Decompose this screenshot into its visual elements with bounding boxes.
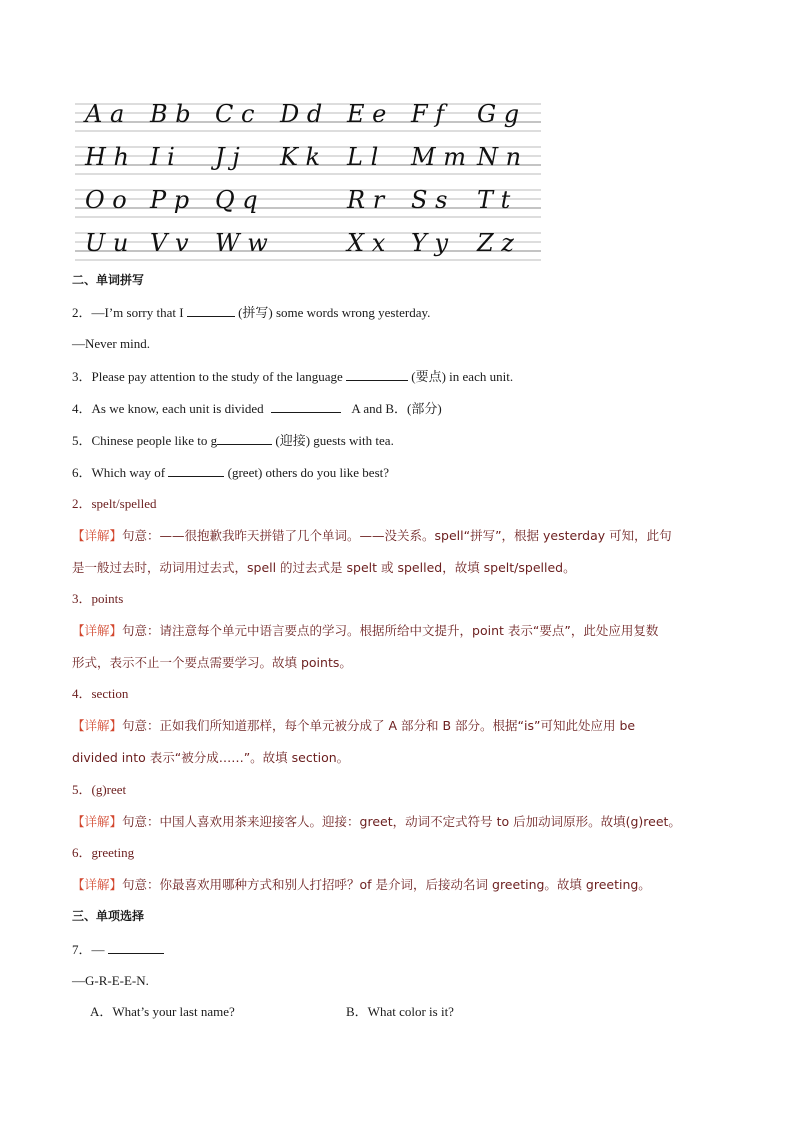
question-3-text-a: 3．Please pay attention to the study of the language bbox=[72, 369, 347, 384]
letter-pair: P p bbox=[150, 186, 190, 214]
letter-pair: F f bbox=[411, 100, 445, 128]
question-3-text-b: (要点) in each unit. bbox=[408, 369, 514, 384]
letter-pair: A a bbox=[85, 100, 125, 128]
answer-4-label: 4．section bbox=[72, 686, 129, 701]
letter-pair: W w bbox=[215, 229, 268, 257]
letter-pair: J j bbox=[215, 143, 240, 171]
answer-2-explanation-line-1 bbox=[72, 528, 672, 544]
explanation-tag: 【详解】 bbox=[72, 718, 123, 733]
option-b[interactable]: B．What color is it? bbox=[346, 1004, 454, 1019]
question-7 bbox=[72, 941, 164, 958]
answer-blank[interactable] bbox=[271, 400, 341, 413]
explanation-text: 句意：请注意每个单元中语言要点的学习。根据所给中文提升，point 表示“要点”，此处应用复数 bbox=[122, 623, 659, 638]
answer-3-explanation-line-2: 形式，表示不止一个要点需要学习。故填 points。 bbox=[72, 655, 352, 670]
option-a[interactable]: A．What’s your last name? bbox=[90, 1004, 235, 1019]
letter-pair: U u bbox=[85, 229, 129, 257]
answer-3-explanation-line-1 bbox=[72, 623, 658, 639]
letter-pair: V v bbox=[150, 229, 189, 257]
question-6 bbox=[72, 464, 389, 481]
answer-5-label: 5．(g)reet bbox=[72, 782, 127, 797]
letter-pair: N n bbox=[477, 143, 522, 171]
question-4-text-a: 4．As we know, each unit is divided bbox=[72, 401, 267, 416]
answer-blank[interactable] bbox=[168, 464, 224, 477]
letter-pair: S s bbox=[411, 186, 448, 214]
answer-blank[interactable] bbox=[187, 304, 235, 317]
letter-pair: C c bbox=[215, 100, 255, 128]
question-7-reply: —G-R-E-E-N. bbox=[72, 973, 149, 988]
letter-pair: T t bbox=[477, 186, 511, 214]
question-6-text-b: (greet) others do you like best? bbox=[224, 465, 390, 480]
letter-pair: G g bbox=[477, 100, 520, 128]
answer-2-explanation-line-2: 是一般过去时，动词用过去式，spell 的过去式是 spelt 或 spelled，故填 spelt/spelled。 bbox=[72, 560, 576, 575]
explanation-tag: 【详解】 bbox=[72, 528, 123, 543]
letter-pair: H h bbox=[85, 143, 130, 171]
question-4-text-b: A and B．(部分) bbox=[348, 401, 442, 416]
question-7-text: 7．— bbox=[72, 942, 108, 957]
question-5 bbox=[72, 432, 394, 449]
letter-pair: I i bbox=[150, 143, 175, 171]
letter-pair: L l bbox=[347, 143, 379, 171]
explanation-tag: 【详解】 bbox=[72, 877, 123, 892]
answer-blank[interactable] bbox=[346, 368, 408, 381]
question-2 bbox=[72, 304, 430, 321]
alphabet-chart bbox=[75, 92, 541, 262]
explanation-text: 句意：你最喜欢用哪种方式和别人打招呼？of 是介词，后接动名词 greeting。故填 greeting。 bbox=[122, 877, 651, 892]
explanation-tag: 【详解】 bbox=[72, 623, 123, 638]
letter-pair: Y y bbox=[411, 229, 449, 257]
letter-pair: O o bbox=[85, 186, 127, 214]
letter-pair: K k bbox=[280, 143, 321, 171]
answer-blank[interactable] bbox=[217, 432, 272, 445]
question-6-text-a: 6．Which way of bbox=[72, 465, 169, 480]
question-2-text-a: 2．—I’m sorry that I bbox=[72, 305, 187, 320]
explanation-text: 句意：正如我们所知道那样，每个单元被分成了 A 部分和 B 部分。根据“is”可知此处应用 be bbox=[122, 718, 636, 733]
letter-pair: D d bbox=[280, 100, 323, 128]
letter-pair: E e bbox=[347, 100, 387, 128]
answer-5-explanation-line-1 bbox=[72, 814, 681, 830]
letter-pair: Q q bbox=[215, 186, 258, 214]
question-4 bbox=[72, 400, 442, 417]
letter-pair: R r bbox=[347, 186, 385, 214]
question-2-reply: —Never mind. bbox=[72, 336, 150, 351]
alphabet-handwriting-image bbox=[75, 92, 541, 262]
answer-6-label: 6．greeting bbox=[72, 845, 135, 860]
answer-2-label: 2．spelt/spelled bbox=[72, 496, 157, 511]
answer-3-label: 3．points bbox=[72, 591, 124, 606]
letter-pair: M m bbox=[411, 143, 466, 171]
explanation-tag: 【详解】 bbox=[72, 814, 123, 829]
letter-pair: B b bbox=[150, 100, 191, 128]
question-5-text-a: 5．Chinese people like to g bbox=[72, 433, 218, 448]
answer-4-explanation-line-1 bbox=[72, 718, 635, 734]
letter-pair: X x bbox=[347, 229, 386, 257]
answer-4-explanation-line-2: divided into 表示“被分成……”。故填 section。 bbox=[72, 750, 350, 765]
question-3 bbox=[72, 368, 513, 385]
explanation-text: 句意：——很抱歉我昨天拼错了几个单词。——没关系。spell“拼写”，根据 yesterday 可知，此句 bbox=[122, 528, 672, 543]
section-title-word-spelling: 二、单词拼写 bbox=[72, 273, 145, 287]
section-title-single-choice: 三、单项选择 bbox=[72, 909, 145, 923]
answer-blank[interactable] bbox=[108, 941, 164, 954]
letter-pair: Z z bbox=[477, 229, 514, 257]
question-2-text-b: (拼写) some words wrong yesterday. bbox=[234, 305, 431, 320]
explanation-text: 句意：中国人喜欢用茶来迎接客人。迎接：greet，动词不定式符号 to 后加动词原形。故填(g)reet。 bbox=[122, 814, 681, 829]
answer-6-explanation-line-1 bbox=[72, 877, 651, 893]
question-5-text-b: (迎接) guests with tea. bbox=[272, 433, 394, 448]
